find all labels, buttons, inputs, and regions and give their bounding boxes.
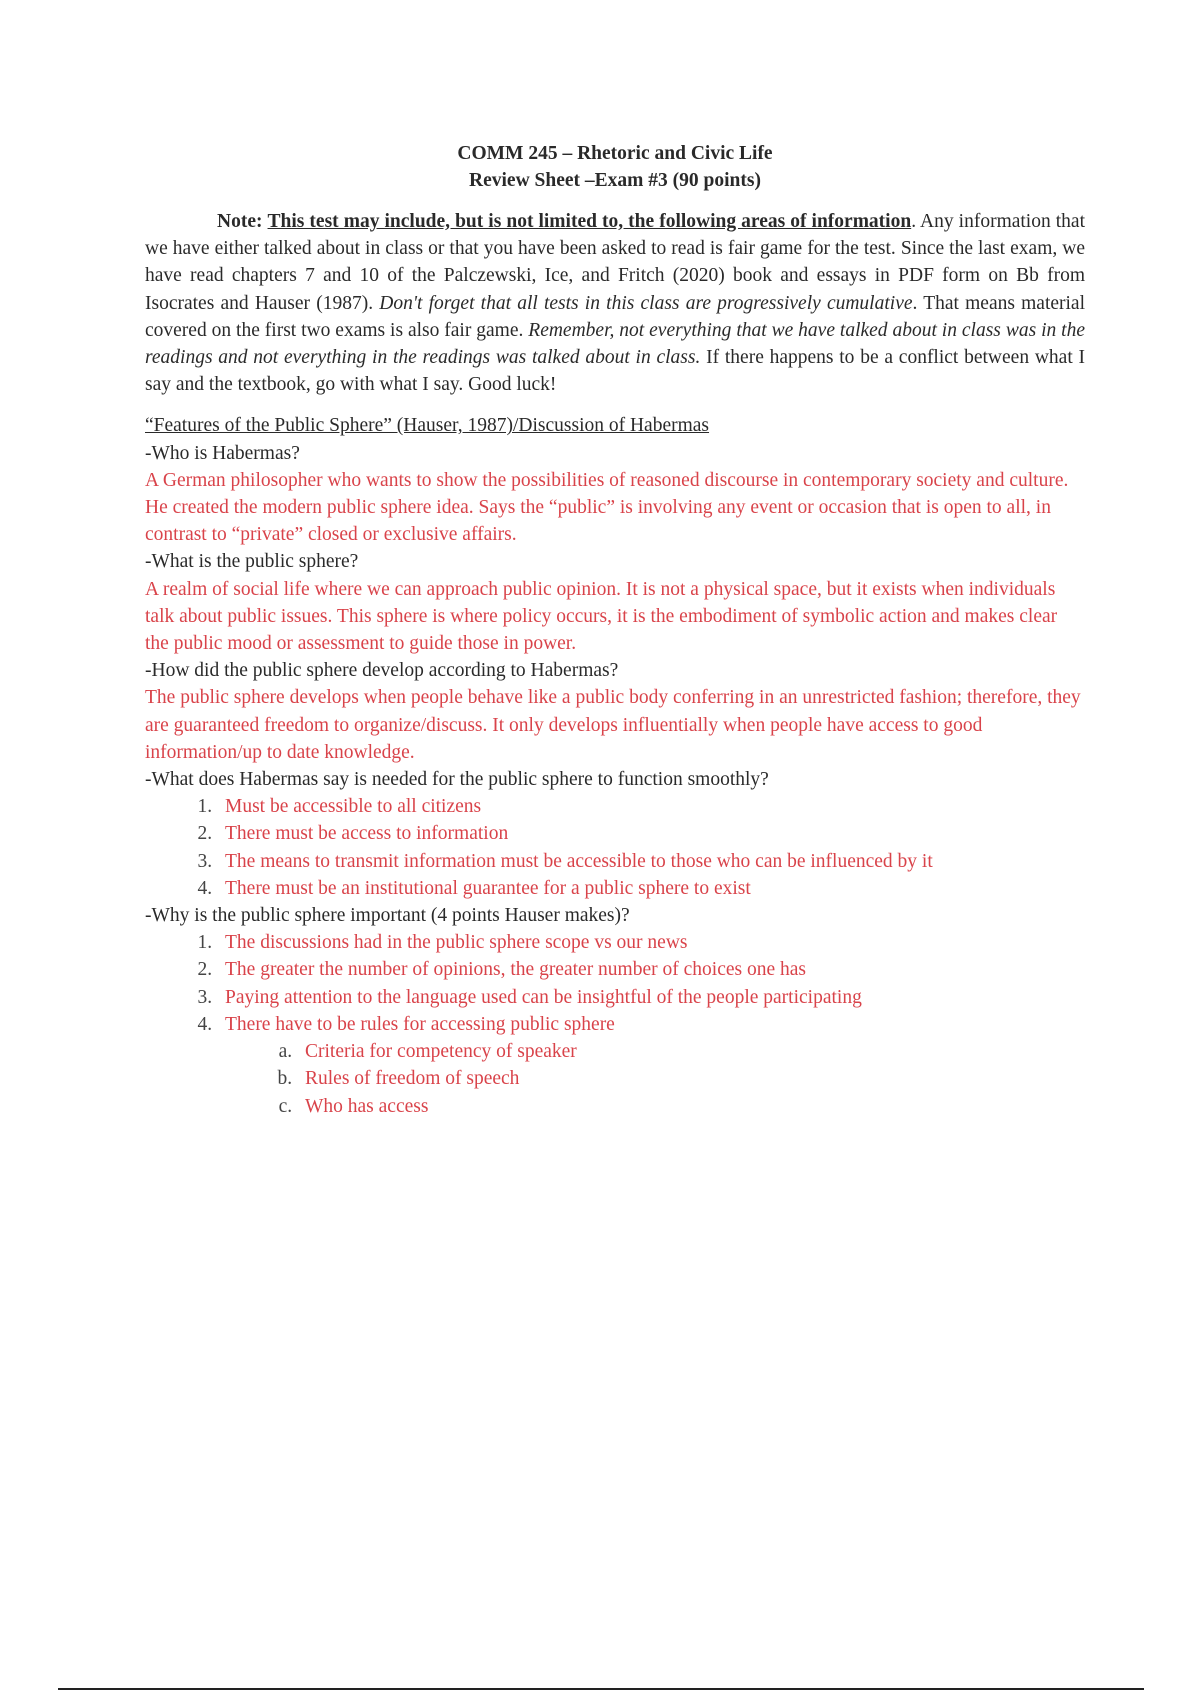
title-line-2: Review Sheet –Exam #3 (90 points): [469, 170, 761, 191]
sub-list-item: b. Rules of freedom of speech: [297, 1065, 1085, 1092]
list-item: 2. The greater the number of opinions, the greater number of choices one has: [217, 956, 1085, 983]
note-underlined: This test may include, but is not limited to, the following areas of information: [267, 211, 912, 232]
answer-5-list: [145, 929, 1085, 1119]
note-text-1: . Any information that we have either talked about in class or that you have been asked to read is fair game for the test. Since the last exam, we have read chapters 7 and 10 of the Palczewski, Ice, and Fritch (2020) book and essays in PDF form on Bb from Isocrates and Hauser (1987).: [145, 211, 1086, 314]
question-4: -What does Habermas say is needed for the public sphere to function smoothly?: [145, 769, 769, 791]
answer-4-list: [145, 793, 1085, 902]
note-label: Note:: [217, 211, 263, 232]
answer-1: A German philosopher who wants to show the possibilities of reasoned discourse in contemporary society and culture. He created the modern public sphere idea. Says the “public” is involving any event or occasion that is open to all, in contrast to “private” closed or exclusive affairs.: [145, 469, 1069, 546]
note-italic-2: Remember, not everything that we have talked about in class was in the readings and not everything in the readings was talked about in class.: [145, 319, 1085, 369]
list-item: 3. Paying attention to the language used can be insightful of the people participating: [217, 984, 1085, 1011]
question-3: -How did the public sphere develop according to Habermas?: [145, 660, 619, 682]
note-text-2: . That means material covered on the first two exams is also fair game.: [145, 292, 1086, 341]
list-item: 1. The discussions had in the public sphere scope vs our news: [217, 929, 1085, 956]
question-1: -Who is Habermas?: [145, 442, 300, 464]
section-heading: “Features of the Public Sphere” (Hauser, 1987)/Discussion of Habermas: [145, 415, 710, 437]
note-text-3: If there happens to be a conflict between what I say and the textbook, go with what I say. Good luck!: [145, 347, 1085, 396]
note-italic-1: Don't forget that all tests in this class are progressively cumulative: [379, 292, 913, 314]
title-line-1: COMM 245 – Rhetoric and Civic Life: [457, 143, 773, 164]
answer-5-sublist: [225, 1038, 1085, 1120]
answer-3: The public sphere develops when people behave like a public body conferring in an unrestricted fashion; therefore, they are guaranteed freedom to organize/discuss. It only develops influentially when people have access to good information/up to date knowledge.: [145, 687, 1081, 763]
list-item: 1. Must be accessible to all citizens: [217, 793, 1085, 820]
list-item: [217, 1011, 1085, 1120]
list-item: 3. The means to transmit information must be accessible to those who can be influenced by it: [217, 848, 1085, 875]
page-title: [145, 140, 1085, 194]
bottom-divider: [58, 1688, 1144, 1690]
list-item-text: There have to be rules for accessing public sphere: [225, 1013, 615, 1035]
answer-2: A realm of social life where we can approach public opinion. It is not a physical space, but it exists when individuals talk about public issues. This sphere is where policy occurs, it is the embodiment of symbolic action and makes clear the public mood or assessment to guide those in power.: [145, 578, 1058, 655]
question-5: -Why is the public sphere important (4 points Hauser makes)?: [145, 905, 630, 927]
document-page: [145, 140, 1085, 1120]
intro-note: [145, 208, 1085, 398]
list-item: 4. There must be an institutional guarantee for a public sphere to exist: [217, 875, 1085, 902]
list-item: 2. There must be access to information: [217, 820, 1085, 847]
sub-list-item: a. Criteria for competency of speaker: [297, 1038, 1085, 1065]
question-2: -What is the public sphere?: [145, 551, 359, 573]
sub-list-item: c. Who has access: [297, 1093, 1085, 1120]
